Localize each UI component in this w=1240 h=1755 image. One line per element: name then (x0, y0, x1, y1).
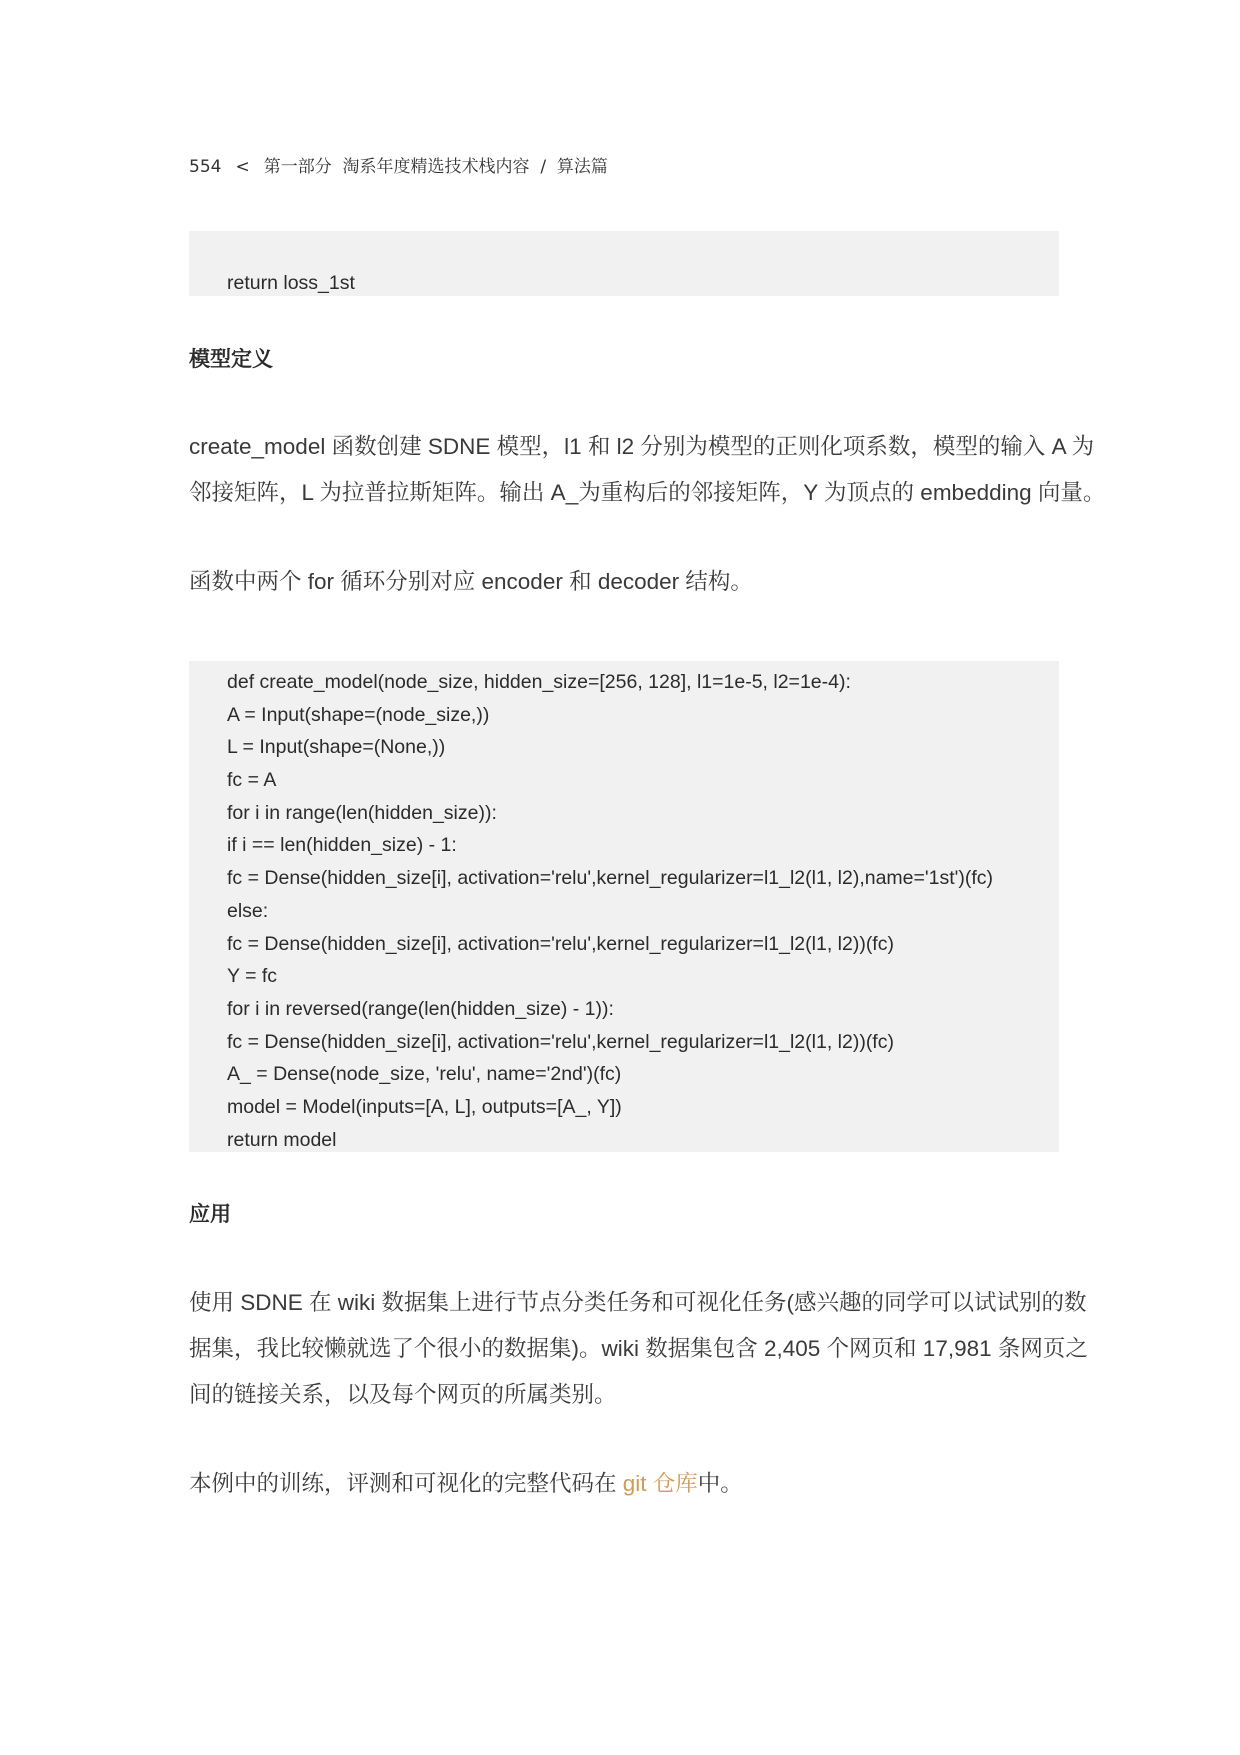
paragraph-line: 使用 SDNE 在 wiki 数据集上进行节点分类任务和可视化任务(感兴趣的同学可以试试别的数 (189, 1290, 1087, 1315)
code-line: A = Input(shape=(node_size,)) (227, 703, 490, 726)
code-line: if i == len(hidden_size) - 1: (227, 834, 457, 857)
heading-application: 应用 (189, 1202, 231, 1226)
code-line: else: (227, 899, 269, 922)
paragraph-model-description (189, 424, 1106, 516)
code-line: A_ = Dense(node_size, 'relu', name='2nd')(fc) (227, 1063, 622, 1086)
git-repo-link[interactable]: git 仓库 (622, 1471, 698, 1496)
code-line: def create_model(node_size, hidden_size=[256, 128], l1=1e-5, l2=1e-4): (227, 671, 851, 693)
header-book-title: 淘系年度精选技术栈内容 (342, 157, 530, 177)
code-line: L = Input(shape=(None,)) (227, 736, 446, 759)
page-number: 554 (189, 157, 222, 177)
code-line: return loss_1st (227, 272, 355, 294)
header-chapter: 算法篇 (556, 157, 608, 177)
paragraph-line: create_model 函数创建 SDNE 模型，l1 和 l2 分别为模型的正则化项系数，模型的输入 A 为 (189, 434, 1095, 459)
paragraph-line: 据集，我比较懒就选了个很小的数据集)。wiki 数据集包含 2,405 个网页和 17,981 条网页之 (189, 1336, 1088, 1361)
paragraph-line (189, 1461, 1069, 1507)
code-block-create-model (189, 661, 1059, 1152)
code-line: return model (227, 1128, 337, 1151)
header-slash: / (540, 157, 547, 177)
paragraph-loops (189, 559, 1069, 605)
code-line: fc = Dense(hidden_size[i], activation='relu',kernel_regularizer=l1_l2(l1, l2))(fc) (227, 1030, 894, 1053)
paragraph-line: 间的链接关系，以及每个网页的所属类别。 (189, 1382, 617, 1407)
code-line: fc = Dense(hidden_size[i], activation='relu',kernel_regularizer=l1_l2(l1, l2),name='1st')(fc) (227, 867, 994, 890)
code-line: fc = A (227, 769, 277, 792)
header-separator: < (235, 157, 250, 177)
git-prefix-text: 本例中的训练，评测和可视化的完整代码在 (189, 1471, 623, 1496)
paragraph-line: 函数中两个 for 循环分别对应 encoder 和 decoder 结构。 (189, 569, 753, 594)
code-line: for i in reversed(range(len(hidden_size) - 1)): (227, 997, 614, 1020)
paragraph-line: 邻接矩阵，L 为拉普拉斯矩阵。输出 A_为重构后的邻接矩阵，Y 为顶点的 embedding 向量。 (189, 480, 1106, 505)
code-line: Y = fc (227, 965, 278, 988)
code-block-return-loss (189, 231, 1059, 296)
page-header (189, 152, 608, 177)
paragraph-application (189, 1280, 1088, 1418)
code-line: fc = Dense(hidden_size[i], activation='relu',kernel_regularizer=l1_l2(l1, l2))(fc) (227, 932, 894, 955)
code-line: for i in range(len(hidden_size)): (227, 801, 497, 824)
git-suffix-text: 中。 (697, 1471, 743, 1496)
code-line: model = Model(inputs=[A, L], outputs=[A_, Y]) (227, 1095, 622, 1118)
paragraph-git (189, 1461, 1069, 1507)
header-section: 第一部分 (263, 157, 332, 177)
heading-model-definition: 模型定义 (189, 347, 273, 371)
